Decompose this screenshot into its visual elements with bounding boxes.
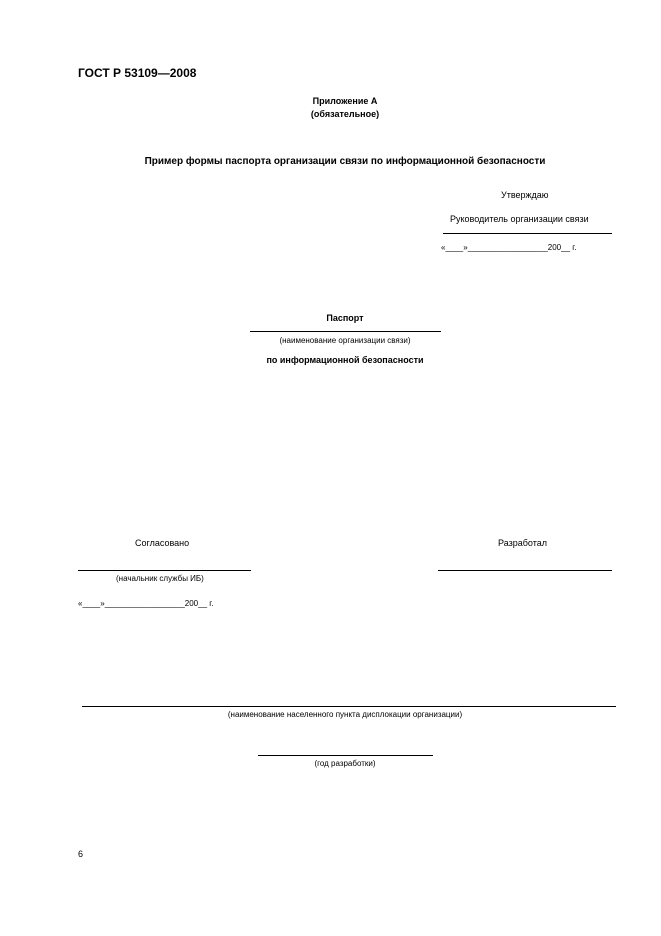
approve-label: Утверждаю [501,190,549,200]
approval-date-line: «____»__________________200__ г. [441,243,577,252]
standard-number: ГОСТ Р 53109—2008 [78,66,197,80]
head-of-organization-label: Руководитель организации связи [450,214,589,224]
location-line [82,706,616,707]
location-caption: (наименование населенного пункта дисплокации организации) [227,710,463,719]
passport-subtitle: по информационной безопасности [266,355,424,365]
developed-label: Разработал [498,538,547,548]
appendix-type: (обязательное) [310,109,380,119]
year-caption: (год разработки) [314,759,376,768]
organization-name-line [250,331,441,332]
appendix-title: Приложение А [312,96,378,106]
security-head-signature-line [78,570,251,571]
agreed-date-line: «____»__________________200__ г. [78,599,214,608]
organization-name-caption: (наименование организации связи) [279,336,411,345]
page-number: 6 [78,849,84,859]
passport-title: Паспорт [326,313,364,323]
security-head-caption: (начальник службы ИБ) [116,574,204,583]
document-title: Пример формы паспорта организации связи по информационной безопасности [144,156,546,167]
year-line [258,755,433,756]
agreed-label: Согласовано [135,538,190,548]
head-signature-line [443,233,612,234]
developer-signature-line [438,570,612,571]
